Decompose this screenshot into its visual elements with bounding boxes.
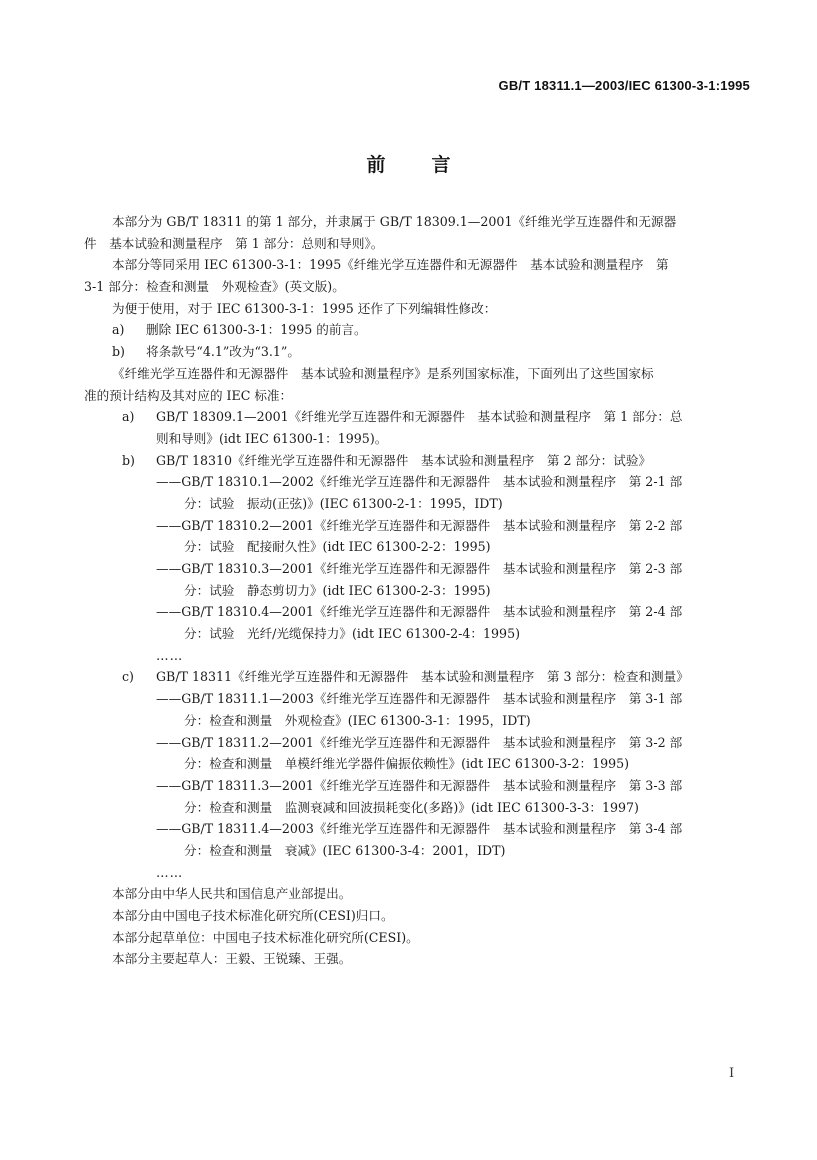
paragraph-series-intro-cont: 准的预计结构及其对应的 IEC 标准：: [84, 387, 293, 403]
sub-standard-item-cont: 分：试验 配接耐久性》(idt IEC 61300-2-2：1995): [184, 539, 491, 555]
modification-b: [84, 341, 748, 363]
sub-standard-item: ——GB/T 18310.4—2001《纤维光学互连器件和无源器件 基本试验和测量程序 第 2-4 部: [156, 604, 683, 620]
sub-standard-item-cont: 分：检查和测量 单模纤维光学器件偏振依赖性》(idt IEC 61300-3-2：1995): [184, 756, 630, 772]
series-text: GB/T 18309.1—2001《纤维光学互连器件和无源器件 基本试验和测量程序 第 1 部分：总: [156, 409, 683, 425]
page-number: I: [729, 1066, 735, 1081]
list-marker: a): [122, 409, 135, 425]
sub-standard-item: ——GB/T 18310.1—2002《纤维光学互连器件和无源器件 基本试验和测量程序 第 2-1 部: [156, 474, 683, 490]
modification-text: 将条款号“4.1”改为“3.1”。: [146, 344, 300, 360]
series-item-a-cont: 则和导则》(idt IEC 61300-1：1995)。: [156, 430, 388, 446]
series-item-c: [84, 666, 748, 688]
sub-standard-item: ——GB/T 18311.4—2003《纤维光学互连器件和无源器件 基本试验和测量程序 第 3-4 部: [156, 821, 683, 837]
paragraph-adoption: 本部分等同采用 IEC 61300-3-1：1995《纤维光学互连器件和无源器件 基本试验和测量程序 第: [112, 257, 669, 273]
sub-standard-item-cont: 分：试验 光纤/光缆保持力》(idt IEC 61300-2-4：1995): [184, 626, 520, 642]
modification-a: [84, 319, 748, 341]
sub-standard-item: ——GB/T 18311.1—2003《纤维光学互连器件和无源器件 基本试验和测量程序 第 3-1 部: [156, 691, 683, 707]
modification-text: 删除 IEC 61300-3-1：1995 的前言。: [146, 322, 367, 338]
managed-by: 本部分由中国电子技术标准化研究所(CESI)归口。: [112, 908, 394, 923]
paragraph-scope: 本部分为 GB/T 18311 的第 1 部分，并隶属于 GB/T 18309.1—2001《纤维光学互连器件和无源器: [112, 214, 677, 229]
sub-standard-item: ——GB/T 18311.3—2001《纤维光学互连器件和无源器件 基本试验和测量程序 第 3-3 部: [156, 777, 683, 793]
sub-standard-item-cont: 分：检查和测量 衰减》(IEC 61300-3-4：2001，IDT): [184, 842, 506, 858]
sub-standard-item: ——GB/T 18310.3—2001《纤维光学互连器件和无源器件 基本试验和测量程序 第 2-3 部: [156, 561, 683, 576]
sub-standard-item-cont: 分：检查和测量 监测衰减和回波损耗变化(多路)》(idt IEC 61300-3-3：1997): [184, 799, 639, 815]
ellipsis: ……: [156, 647, 184, 663]
list-marker: a): [112, 322, 125, 338]
paragraph-modifications-intro: 为便于使用，对于 IEC 61300-3-1：1995 还作了下列编辑性修改：: [112, 300, 497, 316]
ellipsis: ……: [156, 864, 184, 880]
list-marker: b): [112, 344, 125, 360]
sub-standard-item-cont: 分：试验 振动(正弦)》(IEC 61300-2-1：1995，IDT): [184, 495, 503, 511]
series-text: GB/T 18311《纤维光学互连器件和无源器件 基本试验和测量程序 第 3 部分：检查和测量》: [156, 669, 689, 685]
series-item-a: [84, 406, 748, 428]
drafters: 本部分主要起草人：王毅、王锐臻、王强。: [112, 951, 352, 967]
paragraph-series-intro: 《纤维光学互连器件和无源器件 基本试验和测量程序》是系列国家标准，下面列出了这些国家标: [112, 365, 654, 381]
paragraph-scope-cont: 件 基本试验和测量程序 第 1 部分：总则和导则》。: [84, 235, 384, 251]
series-text: GB/T 18310《纤维光学互连器件和无源器件 基本试验和测量程序 第 2 部分：试验》: [156, 452, 652, 468]
drafting-unit: 本部分起草单位：中国电子技术标准化研究所(CESI)。: [112, 929, 419, 945]
sub-standard-item: ——GB/T 18310.2—2001《纤维光学互连器件和无源器件 基本试验和测量程序 第 2-2 部: [156, 517, 683, 533]
series-item-b: [84, 450, 748, 472]
document-body: [84, 211, 748, 970]
standard-code-header: GB/T 18311.1—2003/IEC 61300-3-1:1995: [498, 78, 750, 93]
list-marker: c): [122, 669, 134, 685]
sub-standard-item: ——GB/T 18311.2—2001《纤维光学互连器件和无源器件 基本试验和测量程序 第 3-2 部: [156, 734, 683, 750]
page-title: 前言: [366, 154, 497, 176]
list-marker: b): [122, 452, 135, 468]
sub-standard-item-cont: 分：试验 静态剪切力》(idt IEC 61300-2-3：1995): [184, 582, 491, 598]
paragraph-adoption-cont: 3-1 部分：检查和测量 外观检查》(英文版)。: [84, 279, 345, 295]
proposed-by: 本部分由中华人民共和国信息产业部提出。: [112, 886, 352, 902]
sub-standard-item-cont: 分：检查和测量 外观检查》(IEC 61300-3-1：1995，IDT): [184, 712, 531, 728]
